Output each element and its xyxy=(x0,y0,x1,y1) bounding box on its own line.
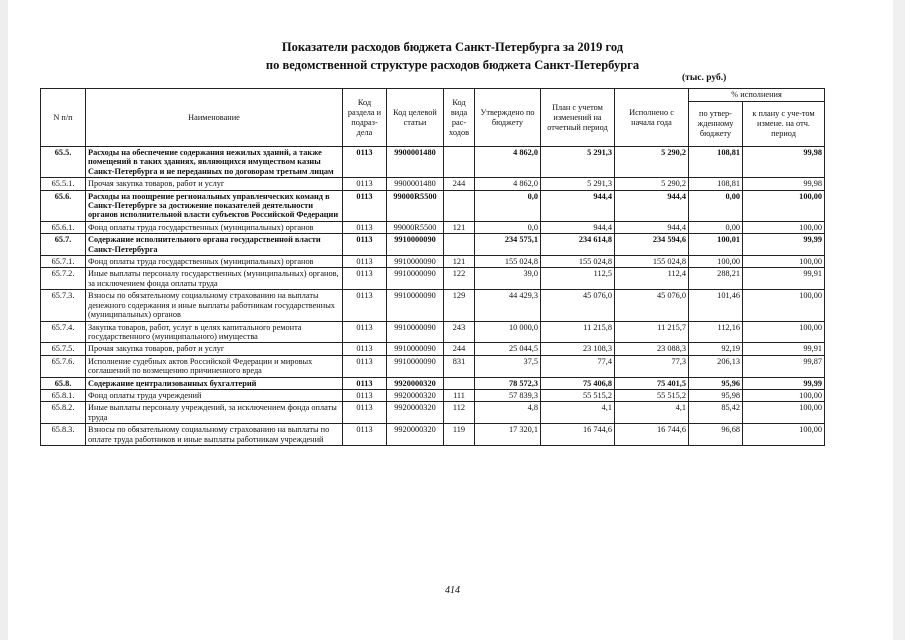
col-header-name: Наименование xyxy=(86,89,343,147)
executed-amount: 75 401,5 xyxy=(615,377,689,389)
expense-type-code xyxy=(444,377,475,389)
pct-plan: 99,87 xyxy=(743,355,825,377)
target-code: 9910000090 xyxy=(387,290,444,321)
pct-approved: 101,46 xyxy=(689,290,743,321)
table-row xyxy=(41,424,825,446)
approved-amount: 37,5 xyxy=(475,355,541,377)
plan-amount: 16 744,6 xyxy=(541,424,615,446)
expense-name: Фонд оплаты труда учреждений xyxy=(86,389,343,401)
pct-plan: 99,91 xyxy=(743,343,825,355)
pct-plan: 99,98 xyxy=(743,147,825,178)
pct-approved: 92,19 xyxy=(689,343,743,355)
approved-amount: 4,8 xyxy=(475,402,541,424)
pct-plan: 100,00 xyxy=(743,190,825,221)
page-number: 414 xyxy=(445,585,460,596)
expense-name: Содержание централизованных бухгалтерий xyxy=(86,377,343,389)
target-code: 9920000320 xyxy=(387,389,444,401)
col-header-num: N п/п xyxy=(41,89,86,147)
approved-amount: 4 862,0 xyxy=(475,178,541,190)
target-code: 9920000320 xyxy=(387,424,444,446)
expense-type-code: 122 xyxy=(444,268,475,290)
plan-amount: 77,4 xyxy=(541,355,615,377)
expense-type-code: 831 xyxy=(444,355,475,377)
approved-amount: 234 575,1 xyxy=(475,234,541,256)
expense-type-code: 244 xyxy=(444,178,475,190)
col-header-approved: Утверждено по бюджету xyxy=(475,89,541,147)
approved-amount: 39,0 xyxy=(475,268,541,290)
executed-amount: 234 594,6 xyxy=(615,234,689,256)
row-number: 65.7.5. xyxy=(41,343,86,355)
section-code: 0113 xyxy=(343,147,387,178)
pct-plan: 99,99 xyxy=(743,377,825,389)
expense-name: Иные выплаты персоналу государственных (муниципальных) органов, за исключением фонда оплаты труда xyxy=(86,268,343,290)
target-code: 9910000090 xyxy=(387,321,444,343)
row-number: 65.6.1. xyxy=(41,221,86,233)
pct-plan: 100,00 xyxy=(743,290,825,321)
scan-edge-left xyxy=(0,0,8,640)
plan-amount: 944,4 xyxy=(541,221,615,233)
row-number: 65.5. xyxy=(41,147,86,178)
pct-approved: 288,21 xyxy=(689,268,743,290)
expense-name: Взносы по обязательному социальному страхованию на выплаты денежного содержания и иные выплаты работникам государственных (муниципальных) органов xyxy=(86,290,343,321)
section-code: 0113 xyxy=(343,268,387,290)
section-code: 0113 xyxy=(343,377,387,389)
table-row xyxy=(41,290,825,321)
pct-plan: 100,00 xyxy=(743,256,825,268)
executed-amount: 4,1 xyxy=(615,402,689,424)
row-number: 65.8.2. xyxy=(41,402,86,424)
pct-approved: 85,42 xyxy=(689,402,743,424)
section-code: 0113 xyxy=(343,424,387,446)
expense-name: Содержание исполнительного органа государственной власти Санкт-Петербурга xyxy=(86,234,343,256)
table-row xyxy=(41,190,825,221)
plan-amount: 5 291,3 xyxy=(541,147,615,178)
target-code: 99000R5500 xyxy=(387,221,444,233)
col-header-type: Код вида рас-ходов xyxy=(444,89,475,147)
table-row xyxy=(41,343,825,355)
row-number: 65.7.3. xyxy=(41,290,86,321)
pct-approved: 95,98 xyxy=(689,389,743,401)
approved-amount: 25 044,5 xyxy=(475,343,541,355)
table-row xyxy=(41,377,825,389)
pct-plan: 100,00 xyxy=(743,321,825,343)
table-row xyxy=(41,355,825,377)
pct-plan: 99,99 xyxy=(743,234,825,256)
executed-amount: 155 024,8 xyxy=(615,256,689,268)
row-number: 65.6. xyxy=(41,190,86,221)
table-row xyxy=(41,234,825,256)
table-row xyxy=(41,256,825,268)
section-code: 0113 xyxy=(343,343,387,355)
pct-approved: 112,16 xyxy=(689,321,743,343)
section-code: 0113 xyxy=(343,234,387,256)
expense-type-code: 121 xyxy=(444,256,475,268)
expense-name: Расходы на поощрение региональных управленческих команд в Санкт-Петербурге за достижение показателей деятельности органов исполнительной власти субъектов Российской Федерации xyxy=(86,190,343,221)
row-number: 65.7.1. xyxy=(41,256,86,268)
target-code: 9920000320 xyxy=(387,402,444,424)
executed-amount: 16 744,6 xyxy=(615,424,689,446)
pct-approved: 95,96 xyxy=(689,377,743,389)
pct-plan: 100,00 xyxy=(743,389,825,401)
report-title-line1: Показатели расходов бюджета Санкт-Петербурга за 2019 год xyxy=(281,40,624,54)
units-label: (тыс. руб.) xyxy=(682,73,727,83)
section-code: 0113 xyxy=(343,389,387,401)
plan-amount: 234 614,8 xyxy=(541,234,615,256)
executed-amount: 55 515,2 xyxy=(615,389,689,401)
expense-type-code: 112 xyxy=(444,402,475,424)
expense-name: Фонд оплаты труда государственных (муниципальных) органов xyxy=(86,256,343,268)
expense-type-code xyxy=(444,190,475,221)
section-code: 0113 xyxy=(343,290,387,321)
target-code: 9900001480 xyxy=(387,147,444,178)
expense-type-code xyxy=(444,234,475,256)
target-code: 9900001480 xyxy=(387,178,444,190)
section-code: 0113 xyxy=(343,190,387,221)
plan-amount: 5 291,3 xyxy=(541,178,615,190)
pct-plan: 99,91 xyxy=(743,268,825,290)
pct-plan: 99,98 xyxy=(743,178,825,190)
table-body xyxy=(41,147,825,446)
target-code: 9910000090 xyxy=(387,256,444,268)
expense-name: Фонд оплаты труда государственных (муниципальных) органов xyxy=(86,221,343,233)
executed-amount: 45 076,0 xyxy=(615,290,689,321)
row-number: 65.8.3. xyxy=(41,424,86,446)
executed-amount: 112,4 xyxy=(615,268,689,290)
pct-approved: 0,00 xyxy=(689,190,743,221)
row-number: 65.7. xyxy=(41,234,86,256)
expense-type-code xyxy=(444,147,475,178)
table-row xyxy=(41,321,825,343)
row-number: 65.7.4. xyxy=(41,321,86,343)
section-code: 0113 xyxy=(343,178,387,190)
section-code: 0113 xyxy=(343,355,387,377)
table-row xyxy=(41,402,825,424)
col-header-plan: План с учетом изменений на отчетный период xyxy=(541,89,615,147)
approved-amount: 0,0 xyxy=(475,221,541,233)
pct-approved: 108,81 xyxy=(689,178,743,190)
approved-amount: 57 839,3 xyxy=(475,389,541,401)
approved-amount: 10 000,0 xyxy=(475,321,541,343)
target-code: 9910000090 xyxy=(387,343,444,355)
row-number: 65.8.1. xyxy=(41,389,86,401)
approved-amount: 78 572,3 xyxy=(475,377,541,389)
executed-amount: 5 290,2 xyxy=(615,147,689,178)
table-row xyxy=(41,147,825,178)
expense-name: Прочая закупка товаров, работ и услуг xyxy=(86,178,343,190)
col-header-pct-approved: по утвер-жденному бюджету xyxy=(689,102,743,147)
target-code: 9910000090 xyxy=(387,234,444,256)
pct-approved: 96,68 xyxy=(689,424,743,446)
target-code: 99000R5500 xyxy=(387,190,444,221)
expense-type-code: 111 xyxy=(444,389,475,401)
executed-amount: 23 088,3 xyxy=(615,343,689,355)
expense-type-code: 129 xyxy=(444,290,475,321)
plan-amount: 55 515,2 xyxy=(541,389,615,401)
plan-amount: 11 215,8 xyxy=(541,321,615,343)
executed-amount: 5 290,2 xyxy=(615,178,689,190)
col-header-section: Код раздела и подраз-дела xyxy=(343,89,387,147)
expense-name: Закупка товаров, работ, услуг в целях капитального ремонта государственного (муниципального) имущества xyxy=(86,321,343,343)
row-number: 65.7.6. xyxy=(41,355,86,377)
approved-amount: 155 024,8 xyxy=(475,256,541,268)
expense-name: Расходы на обеспечение содержания нежилых зданий, а также помещений в таких зданиях, являющихся имуществом казны Санкт-Петербурга и не переданных по договорам третьим лицам xyxy=(86,147,343,178)
pct-approved: 100,01 xyxy=(689,234,743,256)
target-code: 9910000090 xyxy=(387,268,444,290)
approved-amount: 44 429,3 xyxy=(475,290,541,321)
pct-plan: 100,00 xyxy=(743,424,825,446)
table-row xyxy=(41,178,825,190)
pct-approved: 108,81 xyxy=(689,147,743,178)
expense-name: Исполнение судебных актов Российской Федерации и мировых соглашений по возмещению причиненного вреда xyxy=(86,355,343,377)
col-header-executed: Исполнено с начала года xyxy=(615,89,689,147)
row-number: 65.8. xyxy=(41,377,86,389)
plan-amount: 944,4 xyxy=(541,190,615,221)
plan-amount: 112,5 xyxy=(541,268,615,290)
executed-amount: 11 215,7 xyxy=(615,321,689,343)
expense-type-code: 121 xyxy=(444,221,475,233)
pct-plan: 100,00 xyxy=(743,402,825,424)
report-title-line2: по ведомственной структуре расходов бюджета Санкт-Петербурга xyxy=(265,58,640,72)
section-code: 0113 xyxy=(343,256,387,268)
pct-approved: 206,13 xyxy=(689,355,743,377)
approved-amount: 0,0 xyxy=(475,190,541,221)
row-number: 65.7.2. xyxy=(41,268,86,290)
plan-amount: 45 076,0 xyxy=(541,290,615,321)
table-row xyxy=(41,389,825,401)
plan-amount: 155 024,8 xyxy=(541,256,615,268)
pct-plan: 100,00 xyxy=(743,221,825,233)
section-code: 0113 xyxy=(343,321,387,343)
target-code: 9920000320 xyxy=(387,377,444,389)
scan-edge-right xyxy=(893,0,905,640)
plan-amount: 4,1 xyxy=(541,402,615,424)
plan-amount: 23 108,3 xyxy=(541,343,615,355)
row-number: 65.5.1. xyxy=(41,178,86,190)
table-row xyxy=(41,221,825,233)
executed-amount: 944,4 xyxy=(615,190,689,221)
approved-amount: 4 862,0 xyxy=(475,147,541,178)
table-row xyxy=(41,268,825,290)
section-code: 0113 xyxy=(343,402,387,424)
expenses-table xyxy=(40,88,825,446)
target-code: 9910000090 xyxy=(387,355,444,377)
expense-name: Взносы по обязательному социальному страхованию на выплаты по оплате труда работников и иные выплаты работникам учреждений xyxy=(86,424,343,446)
section-code: 0113 xyxy=(343,221,387,233)
expense-type-code: 243 xyxy=(444,321,475,343)
expense-name: Иные выплаты персоналу учреждений, за исключением фонда оплаты труда xyxy=(86,402,343,424)
col-header-target: Код целевой статьи xyxy=(387,89,444,147)
expense-type-code: 119 xyxy=(444,424,475,446)
expense-type-code: 244 xyxy=(444,343,475,355)
executed-amount: 944,4 xyxy=(615,221,689,233)
approved-amount: 17 320,1 xyxy=(475,424,541,446)
plan-amount: 75 406,8 xyxy=(541,377,615,389)
col-header-pct-plan: к плану с уче-том измене. на отч. период xyxy=(743,102,825,147)
pct-approved: 0,00 xyxy=(689,221,743,233)
expense-name: Прочая закупка товаров, работ и услуг xyxy=(86,343,343,355)
col-header-pct-group: % исполнения xyxy=(689,89,825,102)
pct-approved: 100,00 xyxy=(689,256,743,268)
executed-amount: 77,3 xyxy=(615,355,689,377)
